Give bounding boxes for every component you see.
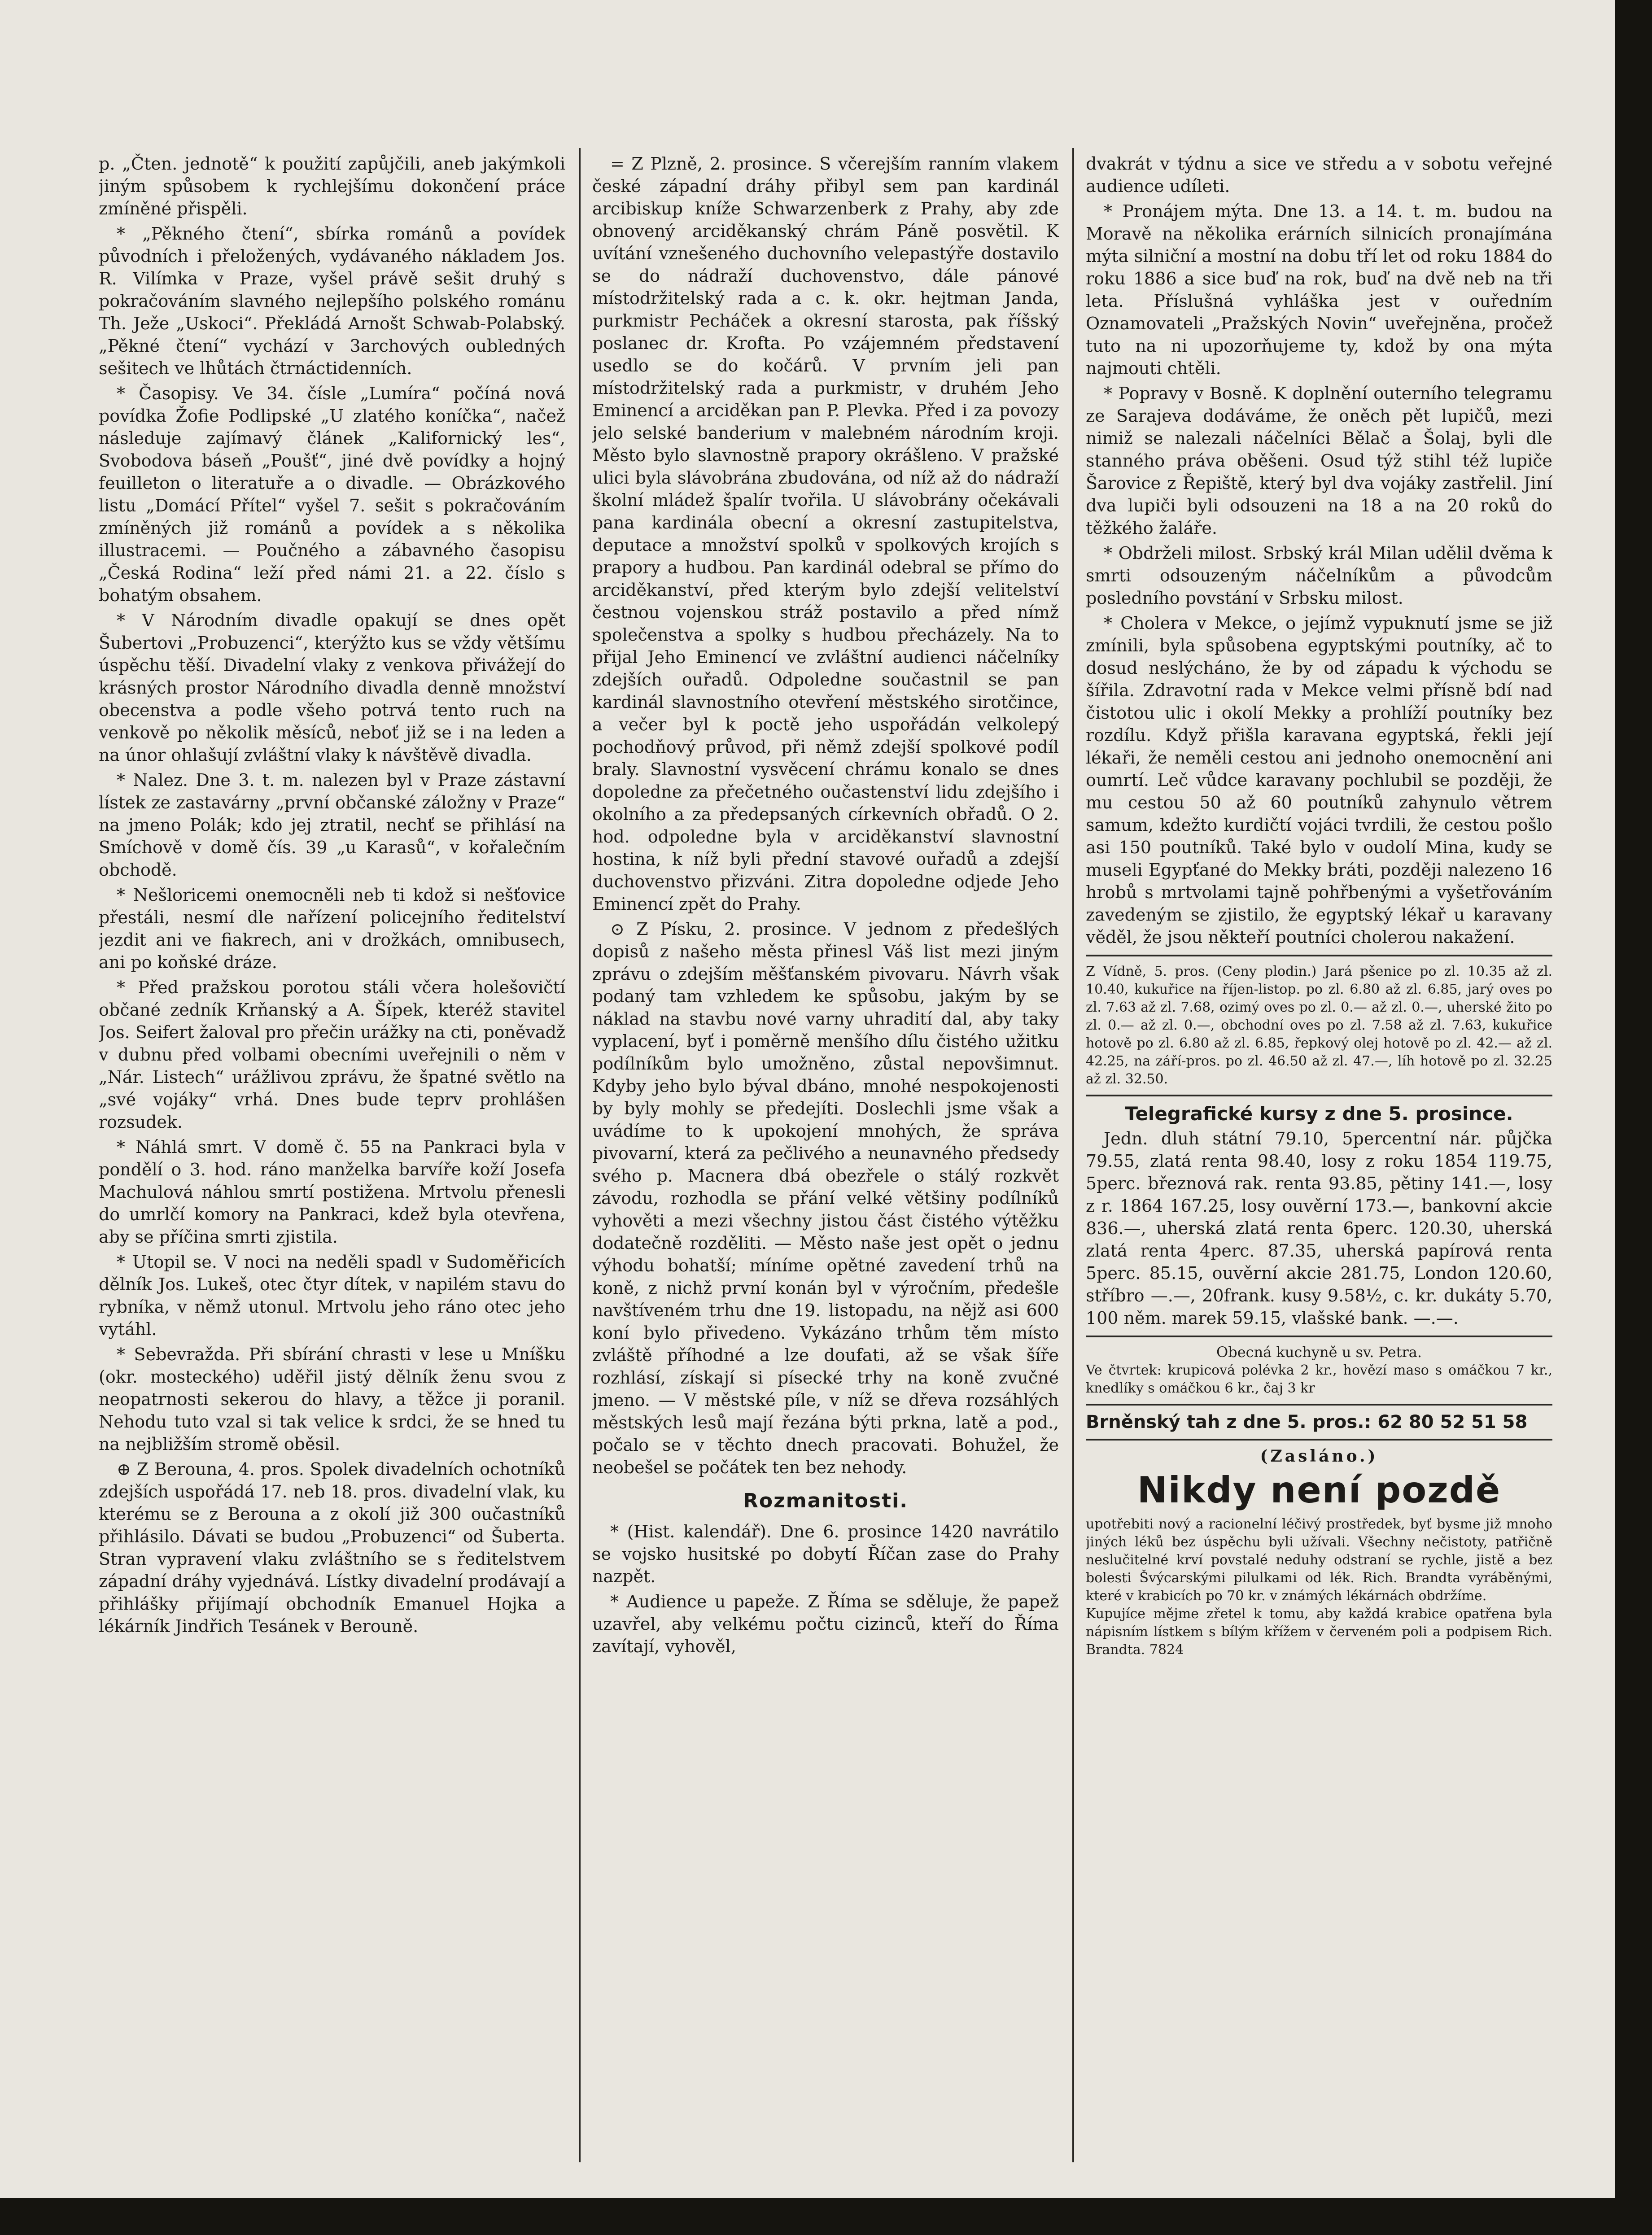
column-3 [1086, 153, 1552, 2162]
article-paragraph: * Nalez. Dne 3. t. m. nalezen byl v Praze zástavní lístek ze zastavárny „první občanské záložny v Praze“ na jmeno Polák; kdo jej ztratil, nechť se přihlásí na Smíchově v domě čís. 39 „u Karasů“, v kořalečním obchodě. [99, 770, 565, 880]
ad-body: upotřebiti nový a racionelní léčivý prostředek, byť bysme již mnoho jiných léků bez úspěchu byli užívali. Všechny nečistoty, patřičně neslučitelné krví povstalé neduhy odstraní se rychle, jistě a bez bolesti Švýcarskými pilulkami od lék. Rich. Brandta vyráběnými, které v krabicích po 70 kr. v známých lékárnách obdržíme. [1086, 1516, 1552, 1604]
article-paragraph: * Popravy v Bosně. K doplnění outerního telegramu ze Sarajeva dodáváme, že oněch pět lupičů, mezi nimiž se nalezali náčelníci Bělač a Šolaj, byli dle stanného práva oběšeni. Osud týž stihl též lupiče Šarovice z Řepiště, který byl dva vojáky zastřelil. Jiní dva lupiči byli odsouzeni na 18 a na 20 roků do těžkého žaláře. [1086, 384, 1552, 538]
article-paragraph: dvakrát v týdnu a sice ve středu a v sobotu veřejné audience udíleti. [1086, 154, 1552, 196]
article-paragraph: * Nešloricemi onemocněli neb ti kdož si nešťovice přestáli, nesmí dle nařízení policejního ředitelství jezdit ani ve fiakrech, ani v drožkách, omnibusech, ani po koňské dráze. [99, 885, 565, 972]
article-paragraph: * Sebevražda. Při sbírání chrasti v lese u Mníšku (okr. mosteckého) uděřil jistý dělník ženu svou z neopatrnosti sekerou do hlavy, a těžce ji poranil. Nehodu tuto vzal si tak velice k srdci, že se hned tu na nejbližším stromě oběsil. [99, 1344, 565, 1454]
scan-border-bottom [0, 2198, 1652, 2235]
article-paragraph: * Pronájem mýta. Dne 13. a 14. t. m. budou na Moravě na několika erárních silnicích pronajímána mýta silniční a mostní na dobu tří let od roku 1884 do roku 1886 a sice buď na rok, buď na dvě neb na tři leta. Příslušná vyhláška jest v ouředním Oznamovateli „Pražských Novin“ uveřejněna, pročež tuto na ni upozorňujeme ty, kdož by ona mýta najmouti chtěli. [1086, 201, 1552, 378]
ad-title: Nikdy není pozdě [1137, 1469, 1501, 1511]
divider [1086, 1095, 1552, 1096]
divider [1086, 1336, 1552, 1337]
column-1 [99, 153, 565, 2162]
zaslano-label: (Zasláno.) [1260, 1447, 1378, 1466]
kitchen-menu: Ve čtvrtek: krupicová polévka 2 kr., hovězí maso s omáčkou 7 kr., knedlíky s omáčkou 6 kr., čaj 3 kr [1086, 1362, 1552, 1396]
divider [1086, 1439, 1552, 1441]
column-rule [1072, 148, 1074, 2162]
lottery-result: Brněnský tah z dne 5. pros.: 62 80 52 51 58 [1086, 1412, 1528, 1432]
column-rule [579, 148, 581, 2162]
telegraph-title: Telegrafické kursy z dne 5. prosince. [1125, 1103, 1513, 1125]
divider [1086, 1404, 1552, 1406]
article-paragraph: * Časopisy. Ve 34. čísle „Lumíra“ počíná nová povídka Žofie Podlipské „U zlatého koníčka“, načež následuje zajímavý článek „Kalifornický les“, Svobodova báseň „Poušť“, jiné dvě povídky a hojný feuilleton o literatuře a o divadle. — Obrázkového listu „Domácí Přítel“ vyšel 7. sešit s pokračováním zmíněných již románů a povídek a s několika illustracemi. — Poučného a zábavného časopisu „Česká Rodina“ leží před námi 21. a 22. číslo s bohatým obsahem. [99, 384, 565, 605]
scan-border-right [1615, 0, 1652, 2235]
section-heading: Rozmanitosti. [743, 1489, 908, 1512]
article-paragraph: * (Hist. kalendář). Dne 6. prosince 1420 navrátilo se vojsko husitské po dobytí Říčan zase do Prahy nazpět. [592, 1522, 1059, 1586]
article-paragraph: ⊙ Z Písku, 2. prosince. V jednom z předešlých dopisů z našeho města přinesl Váš list mezi jiným zprávu o zdejším měšťanském pivovaru. Návrh však podaný tam vzhledem ke spůsobu, jakým by se náklad na stavbu nové varny uhradití dal, aby taky vyplacení, byť i poměrně menšího dílu čistého užitku podílníkům bylo umožněno, zůstal nepovšimnut. Kdyby jeho bylo býval dbáno, mnohé nespokojenosti by byly mohly se předejíti. Doslechli jsme však a uvádíme to k upokojení mnohých, že správa pivovarní, která za pečlivého a neunavného předsedy svého p. Macnera dbá obezřele o stálý rozkvět závodu, rozhodla se přání velké většiny podílníků vyhověti a mezi všechny jistou část čistého výtěžku dodatečně rozděliti. — Město naše jest opět o jednu výhodu bohatší; míníme opětné zavedení trhů na koně, z nichž první konán byl v výročním, předešle navštíveném trhu dne 19. listopadu, na nějž asi 600 koní bylo přivedeno. Vykázáno trhům těm místo zvláště příhodné a lze doufati, až se však šíře rozhlásí, získají si písecké trhy na koně zvučné jmeno. — V městské píle, v níž se dřeva rozsáhlých městských lesů mají řezána býti prkna, latě a pod., počalo se v těchto dnech pracovati. Bohužel, že neobešel se počátek ten bez nehody. [592, 919, 1059, 1477]
article-paragraph: * „Pěkného čtení“, sbírka románů a povídek původních i přeložených, vydávaného nákladem Jos. R. Vilímka v Praze, vyšel právě sešit druhý s pokračováním slavného nejlepšího polského románu Th. Ježe „Uskoci“. Překládá Arnošt Schwab-Polabský. „Pěkné čtení“ vychází v 3archových oubledných sešitech ve lhůtách čtrnáctidenních. [99, 224, 565, 378]
telegraph-rates: Jedn. dluh státní 79.10, 5percentní nár. půjčka 79.55, zlatá renta 98.40, losy z roku 1854 119.75, 5perc. březnová rak. renta 93.85, pětiny 141.—, losy z r. 1864 167.25, losy ouvěrní 173.—, bankovní akcie 836.—, uherská zlatá renta 6perc. 120.30, uherská zlatá renta 4perc. 87.35, uherská papírová renta 5perc. 85.15, ouvěrní akcie 281.75, London 120.60, stříbro —.—, 20frank. kusy 9.58½, c. kr. dukáty 5.70, 100 něm. marek 59.15, vlašské bank. —.—. [1086, 1129, 1552, 1328]
article-paragraph: * Cholera v Mekce, o jejímž vypuknutí jsme se již zmínili, byla spůsobena egyptskými poutníky, ač to dosud neslýcháno, že by od západu k východu se šířila. Zdravotní rada v Mekce velmi přísně bdí nad čistotou ulic i okolí Mekky a prohlíží poutníky bez rozdílu. Když přišla karavana egyptská, řekli její lékaři, že neměli cestou ani jednoho onemocnění ani oumrtí. Leč vůdce karavany pochlubil se později, že mu cestou 50 až 60 poutníků zahynulo větrem samum, kdežto kurdičtí vojáci tvrdili, že cestou pošlo asi 150 poutníků. Také bylo v oudolí Mina, kudy se museli Egypťané do Mekky bráti, později nalezeno 16 hrobů s mrtvolami tajně pohřbenými a vyšetřováním zavedeným se zjistilo, že egyptský lékař u karavany věděl, že jsou někteří poutníci cholerou nakažení. [1086, 613, 1552, 947]
divider [1086, 955, 1552, 956]
column-2 [592, 153, 1059, 2162]
article-paragraph: * Audience u papeže. Z Říma se sděluje, že papež uzavřel, aby velkému počtu cizinců, kteří do Říma zavítají, vyhověl, [592, 1592, 1059, 1656]
ad-footer: Kupujíce mějme zřetel k tomu, aby každá krabice opatřena byla nápisním lístkem s bílým křížem v červeném poli a podpisem Rich. Brandta. 7824 [1086, 1606, 1552, 1658]
article-paragraph: ⊕ Z Berouna, 4. pros. Spolek divadelních ochotníků zdejších uspořádá 17. neb 18. pros. divadelní vlak, ku kterému se z Berouna a z okolí již 300 oučastníků přihlásilo. Dávati se budou „Probuzenci“ od Šuberta. Stran vypravení vlaku zvláštního se s ředitelstvem západní dráhy vyjednává. Lístky divadelní prodávají a přihlášky přijímají obchodník Emanuel Hojka a lékárník Jindřich Tesánek v Berouně. [99, 1459, 565, 1636]
newspaper-page [99, 135, 1552, 2171]
article-paragraph: * Obdrželi milost. Srbský král Milan udělil dvěma k smrti odsouzeným náčelníkům a původcům posledního povstání v Srbsku milost. [1086, 543, 1552, 608]
article-paragraph: * V Národním divadle opakují se dnes opět Šubertovi „Probuzenci“, kterýžto kus se vždy většímu úspěchu těší. Divadelní vlaky z venkova přivážejí do krásných prostor Národního divadla denně množství obecenstva a podle všeho potrvá tento ruch na venkově po několik měsíců, neboť již se i na leden a na únor ohlašují zvláštní vlaky k návštěvě divadla. [99, 611, 565, 765]
market-report: Z Vídně, 5. pros. (Ceny plodin.) Jará pšenice po zl. 10.35 až zl. 10.40, kukuřice na říjen-listop. po zl. 6.80 až zl. 6.85, jarý oves po zl. 7.63 až zl. 7.68, ozimý oves po zl. 0.— až zl. 0.—, uherské žito po zl. 0.— až zl. 0.—, obchodní oves po zl. 7.58 až zl. 7.63, kukuřice hotově po zl. 6.80 až zl. 6.85, řepkový olej hotově po zl. 42.— až zl. 42.25, na září-pros. po zl. 46.50 až zl. 47.—, líh hotově po zl. 32.25 až zl. 32.50. [1086, 964, 1552, 1087]
kitchen-title: Obecná kuchyně u sv. Petra. [1216, 1344, 1422, 1361]
article-paragraph: = Z Plzně, 2. prosince. S včerejším ranním vlakem české západní dráhy přibyl sem pan kardinál arcibiskup kníže Schwarzenberk z Prahy, aby zde obnovený arciděkanský chrám Páně posvětil. K uvítání vznešeného duchovního velepastýře dostavilo se do nádraží duchovenstvo, dále pánové místodržitelský rada a c. k. okr. hejtman Janda, purkmistr Pecháček a okresní starosta, pak říšský poslanec dr. Krofta. Po vzájemném představení usedlo se do kočárů. V prvním jeli pan místodržitelský rada a purkmistr, v druhém Jeho Eminencí a arciděkan pan P. Plevka. Před i za povozy jelo selské banderium v malebném národním kroji. Město bylo slavnostně prapory okrášleno. V pražské ulici byla slávobrána zbudována, od níž až do nádraží školní mládež špalír tvořila. U slávobrány očekávali pana kardinála obecní a okresní zastupitelstva, deputace a množství spolků v spolkových krojích s prapory a hudbou. Pan kardinál odebral se přímo do arciděkanství, před kterým bylo zdejší velitelství čestnou vojenskou stráž postavilo a před nímž společenstva a spolky s hudbou přecházely. Na to přijal Jeho Eminencí ve zvláštní audienci náčelníky zdejších ouřadů. Odpoledne součastnil se pan kardinál slavnostního otevření městského sirotčince, a večer byl k poctě jeho uspořádán velkolepý pochodňový průvod, při němž zdejší spolkové podíl braly. Slavnostní vysvěcení chrámu konalo se dnes dopoledne za přečetného oučastenství lidu zdejšího i okolního a za předepsaných církevních obřadů. O 2. hod. odpoledne byla v arciděkanství slavnostní hostina, k níž byli přední stavové ouřadů a zdejší duchovenstvo přizváni. Zitra dopoledne odjede Jeho Eminencí zpět do Prahy. [592, 154, 1059, 914]
article-paragraph: * Před pražskou porotou stáli včera holešovičtí občané zedník Krňanský a A. Šípek, kteréž stavitel Jos. Seifert žaloval pro přečin urážky na cti, poněvadž v dubnu před volbami obecními uveřejnili o něm v „Nár. Listech“ urážlivou zprávu, že špatné světlo na „své vojáky“ vrhá. Dnes bude teprv prohlášen rozsudek. [99, 978, 565, 1132]
article-paragraph: * Utopil se. V noci na neděli spadl v Sudoměřicích dělník Jos. Lukeš, otec čtyr dítek, v napilém stavu do rybníka, v němž utonul. Mrtvolu jeho ráno otec jeho vytáhl. [99, 1252, 565, 1339]
article-paragraph: p. „Čten. jednotě“ k použití zapůjčili, aneb jakýmkoli jiným spůsobem k rychlejšímu dokončení práce zmíněné přispěli. [99, 154, 565, 218]
article-paragraph: * Náhlá smrt. V domě č. 55 na Pankraci byla v pondělí o 3. hod. ráno manželka barvíře koží Josefa Machulová náhlou smrtí postižena. Mrtvolu přenesli do umrlčí komory na Pankraci, kdež byla otevřena, aby se příčina smrti zjistila. [99, 1137, 565, 1247]
